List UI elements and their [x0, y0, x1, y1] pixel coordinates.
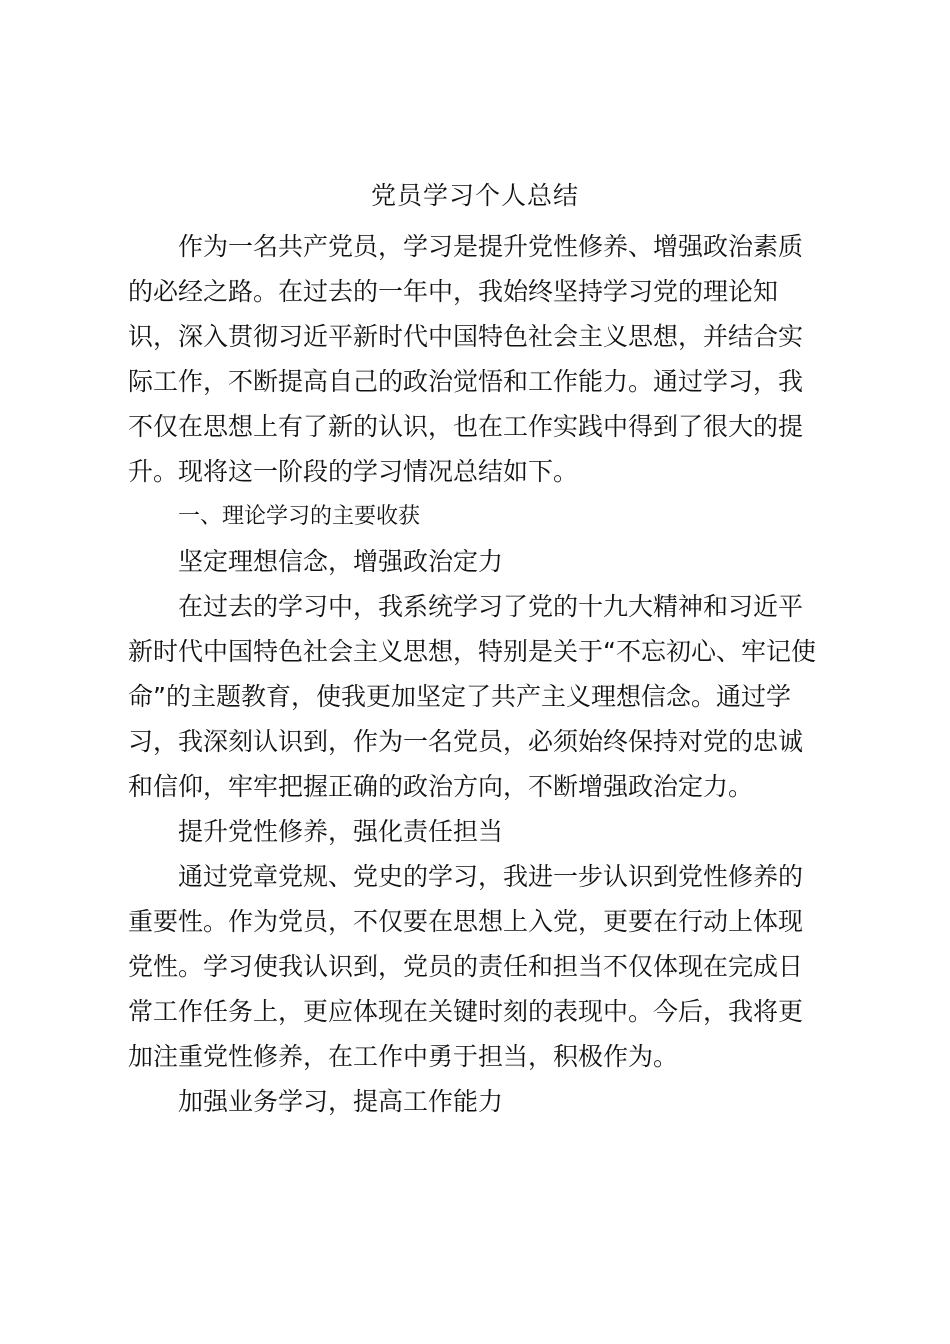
intro-line: 的必经之路。在过去的一年中，我始终坚持学习党的理论知 [128, 277, 779, 306]
intro-line: 作为一名共产党员，学习是提升党性修养、增强政治素质 [178, 232, 804, 261]
subsection-paragraph [128, 854, 820, 1079]
section-heading: 一、理论学习的主要收获 [178, 504, 421, 529]
subsection-heading: 坚定理想信念，增强政治定力 [178, 547, 504, 576]
document-title: 党员学习个人总结 [370, 181, 579, 210]
intro-line: 不仅在思想上有了新的认识，也在工作实践中得到了很大的提 [128, 412, 804, 441]
intro-line: 识，深入贯彻习近平新时代中国特色社会主义思想，并结合实 [128, 322, 804, 351]
subsection-paragraph [128, 584, 820, 809]
paragraph-line: 常工作任务上，更应体现在关键时刻的表现中。今后，我将更 [128, 997, 804, 1026]
paragraph-line: 党性。学习使我认识到，党员的责任和担当不仅体现在完成日 [128, 952, 804, 981]
intro-line: 际工作，不断提高自己的政治觉悟和工作能力。通过学习，我 [128, 367, 804, 396]
paragraph-line: 在过去的学习中，我系统学习了党的十九大精神和习近平 [178, 592, 804, 621]
paragraph-line: 通过党章党规、党史的学习，我进一步认识到党性修养的 [178, 862, 804, 891]
paragraph-line: 习，我深刻认识到，作为一名党员，必须始终保持对党的忠诚 [128, 727, 804, 756]
paragraph-line: 加注重党性修养，在工作中勇于担当，积极作为。 [128, 1042, 679, 1071]
paragraph-line: 和信仰，牢牢把握正确的政治方向，不断增强政治定力。 [128, 772, 754, 801]
subsection-heading: 加强业务学习，提高工作能力 [178, 1087, 504, 1116]
paragraph-line: 命”的主题教育，使我更加坚定了共产主义理想信念。通过学 [128, 682, 791, 711]
paragraph-line: 重要性。作为党员，不仅要在思想上入党，更要在行动上体现 [128, 907, 804, 936]
document-body [128, 224, 820, 1124]
intro-paragraph [128, 224, 820, 494]
subsection-heading: 提升党性修养，强化责任担当 [178, 817, 504, 846]
intro-line: 升。现将这一阶段的学习情况总结如下。 [128, 457, 579, 486]
paragraph-line: 新时代中国特色社会主义思想，特别是关于“不忘初心、牢记使 [128, 637, 816, 666]
